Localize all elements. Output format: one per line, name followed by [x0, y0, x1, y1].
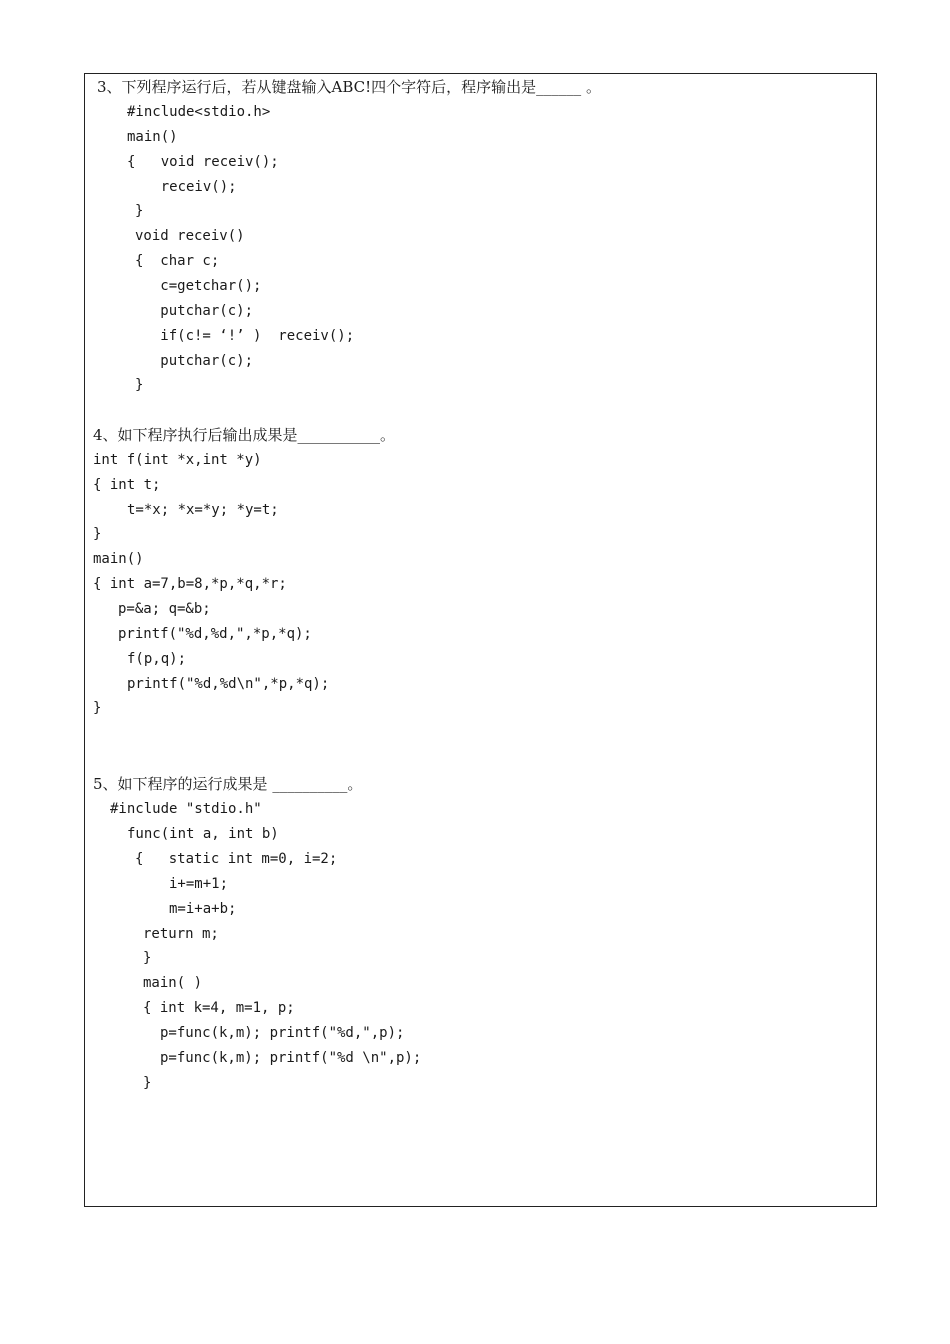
q5-code-line: { int k=4, m=1, p; — [143, 1000, 295, 1016]
q4-code-line: } — [93, 700, 102, 716]
q5-code-line: } — [143, 1075, 152, 1091]
q5-code-line: m=i+a+b; — [169, 901, 237, 917]
q5-code-line: p=func(k,m); printf("%d,",p); — [160, 1025, 405, 1041]
q5-code-line: p=func(k,m); printf("%d \n",p); — [160, 1050, 422, 1066]
q3-code-line: c=getchar(); — [135, 278, 262, 294]
q4-code-line: { int a=7,b=8,*p,*q,*r; — [93, 576, 287, 592]
q5-code-line: func(int a, int b) — [127, 826, 279, 842]
q5-code-line: { static int m=0, i=2; — [135, 851, 338, 867]
q5-code-line: return m; — [143, 926, 219, 942]
q3-code-line: putchar(c); — [135, 353, 254, 369]
q5-code-line: } — [143, 950, 152, 966]
q3-code-line: receiv(); — [127, 179, 237, 195]
q5-code-line: i+=m+1; — [169, 876, 229, 892]
q4-code-line: int f(int *x,int *y) — [93, 452, 262, 468]
q3-question: 3、下列程序运行后，若从键盘输入ABC!四个字符后，程序输出是______ 。 — [97, 78, 601, 96]
q3-code-line: } — [135, 203, 144, 219]
q4-question: 4、如下程序执行后输出成果是___________。 — [93, 426, 396, 444]
q4-code-line: printf("%d,%d\n",*p,*q); — [127, 676, 330, 692]
q3-code-line: main() — [127, 129, 178, 145]
q3-code-line: #include<stdio.h> — [127, 104, 271, 120]
q4-code-line: printf("%d,%d,",*p,*q); — [118, 626, 312, 642]
q5-code-line: main( ) — [143, 975, 203, 991]
q3-code-line: putchar(c); — [135, 303, 254, 319]
q3-code-line: if(c!= ‘!’ ) receiv(); — [135, 328, 355, 344]
q4-code-line: main() — [93, 551, 144, 567]
q5-code-line: #include "stdio.h" — [110, 801, 262, 817]
q4-code-line: p=&a; q=&b; — [118, 601, 211, 617]
q4-code-line: t=*x; *x=*y; *y=t; — [127, 502, 279, 518]
q3-code-line: } — [135, 377, 144, 393]
q3-code-line: { void receiv(); — [127, 154, 279, 170]
q3-code-line: void receiv() — [135, 228, 245, 244]
q4-code-line: f(p,q); — [127, 651, 187, 667]
q4-code-line: { int t; — [93, 477, 161, 493]
q3-code-line: { char c; — [135, 253, 220, 269]
q5-question: 5、如下程序的运行成果是 __________。 — [93, 775, 363, 793]
q4-code-line: } — [93, 526, 102, 542]
